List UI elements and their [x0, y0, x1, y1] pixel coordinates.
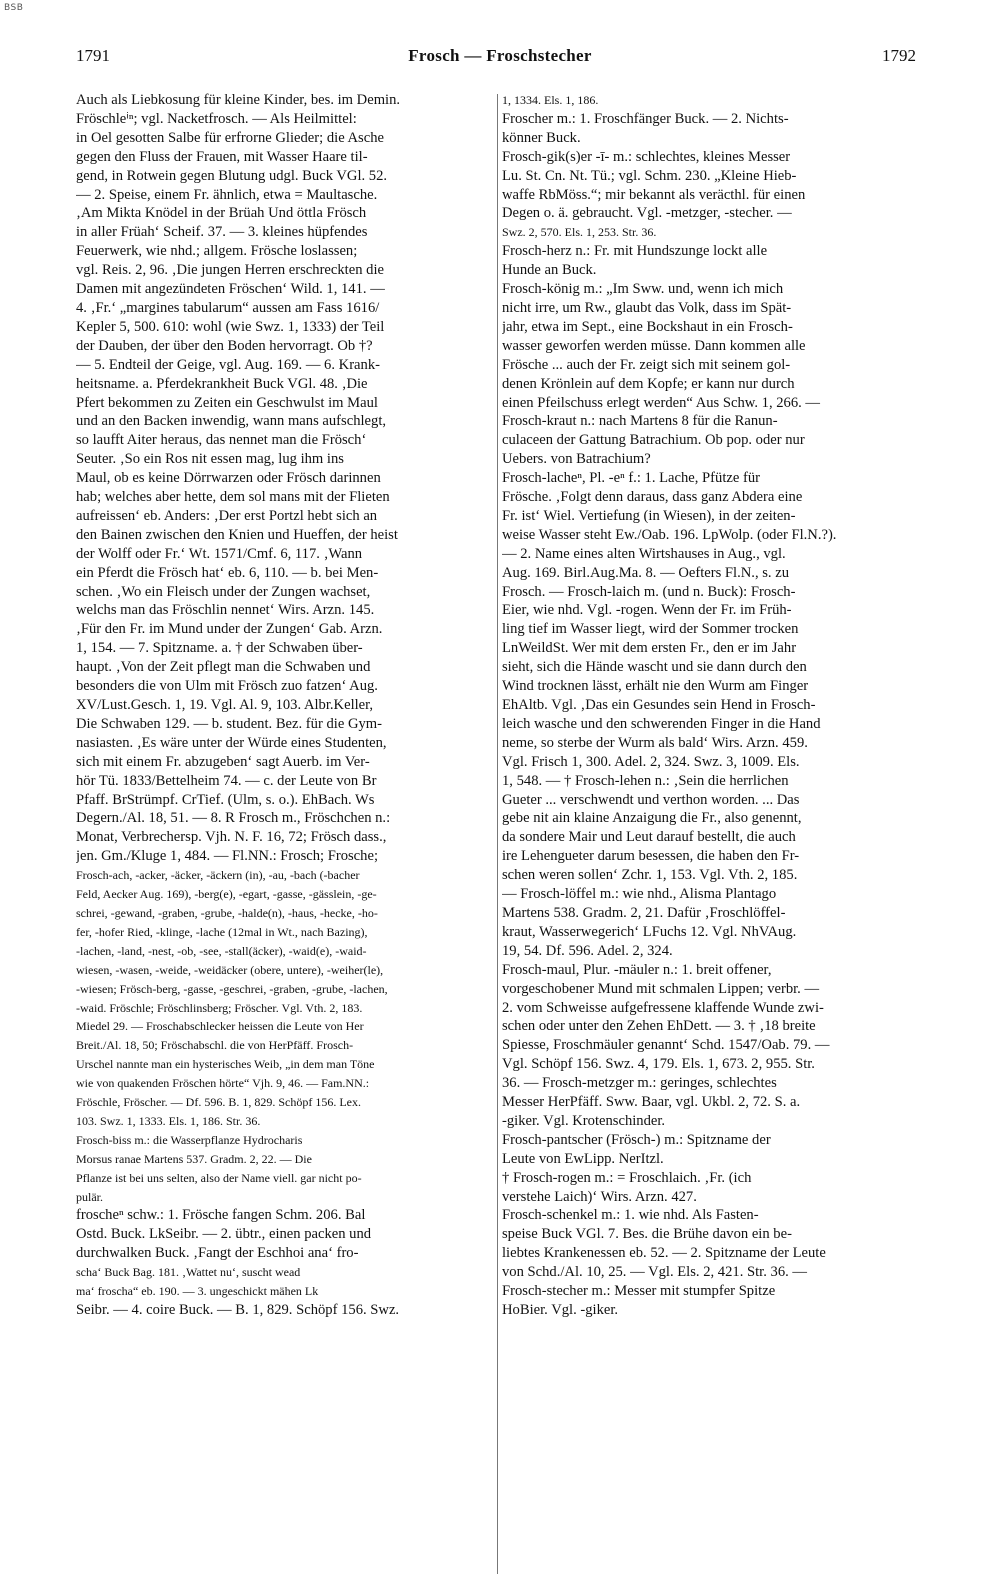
text-line: Frosch-gik(s)er -ī- m.: schlechtes, kleines Messer	[502, 148, 791, 165]
text-line: Messer HerPfäff. Sww. Baar, vgl. Ukbl. 2, 72. S. a.	[502, 1094, 801, 1111]
text-line: 1, 154. — 7. Spitzname. a. † der Schwaben über-	[76, 640, 363, 657]
text-line: welchs man das Fröschlin nennet‘ Wirs. Arzn. 145.	[76, 602, 375, 619]
text-line: ling tief im Wasser liegt, wird der Sommer trocken	[502, 621, 799, 638]
text-line: Degen o. ä. gebraucht. Vgl. -metzger, -stecher. —	[502, 205, 792, 222]
text-line: nicht irre, um Rw., glaubt das Volk, dass im Spät-	[502, 299, 792, 316]
text-line: nasiasten. ‚Es wäre unter der Würde eines Studenten,	[76, 734, 387, 751]
text-line: sich mit einem Fr. abzugeben‘ sagt Auerb. im Ver-	[76, 753, 370, 770]
text-line: gebe nit ain klaine Anzaigung die Fr., also genennt,	[502, 810, 802, 827]
text-line: gend, in Rotwein gegen Blutung udgl. Buck VGl. 52.	[76, 167, 388, 184]
text-line: wasser geworfen werden müsse. Dann kommen alle	[502, 337, 806, 354]
text-line: 19, 54. Df. 596. Adel. 2, 324.	[502, 942, 673, 959]
text-line: schen oder unter den Zehen EhDett. — 3. † ‚18 breite	[502, 1018, 816, 1035]
text-line: schen weren sollen‘ Zchr. 1, 153. Vgl. Vth. 2, 185.	[502, 867, 798, 884]
text-line: -waid. Fröschle; Fröschlinsberg; Fröscher. Vgl. Vth. 2, 183.	[76, 1000, 363, 1015]
text-line: scha‘ Buck Bag. 181. ‚Wattet nu‘, suscht wead	[76, 1265, 301, 1280]
text-line: 4. ‚Fr.‘ „margines tabularum“ aussen am Fass 1616/	[76, 299, 380, 316]
text-line: speise Buck VGl. 7. Bes. die Brühe davon ein be-	[502, 1226, 792, 1243]
text-line: ma‘ froscha“ eb. 190. — 3. ungeschickt mähen Lk	[76, 1284, 319, 1299]
text-line: Fröschle, Fröscher. — Df. 596. B. 1, 829. Schöpf 156. Lex.	[76, 1095, 361, 1110]
text-line: Spiesse, Froschmäuler genannt‘ Schd. 1547/Oab. 79. —	[502, 1037, 830, 1054]
text-line: Frosch-biss m.: die Wasserpflanze Hydrocharis	[76, 1132, 303, 1147]
text-line: wiesen, -wasen, -weide, -weidäcker (obere, untere), -weiher(le),	[76, 962, 384, 977]
text-line: besonders die von Ulm mit Frösch zuo fatzen‘ Aug.	[76, 678, 378, 695]
text-line: -giker. Vgl. Krotenschinder.	[502, 1112, 666, 1129]
text-line: verstehe Laich)‘ Wirs. Arzn. 427.	[502, 1188, 697, 1205]
text-line: der Wolff oder Fr.‘ Wt. 1571/Cmf. 6, 117. ‚Wann	[76, 545, 363, 562]
text-line: ‚Für den Fr. im Mund under der Zungen‘ Gab. Arzn.	[76, 621, 383, 638]
text-line: Feuerwerk, wie nhd.; allgem. Frösche loslassen;	[76, 243, 358, 260]
text-line: culaceen der Gattung Batrachium. Ob pop. oder nur	[502, 432, 805, 449]
text-line: 2. vom Schweisse aufgefressene klaffende Wunde zwi-	[502, 999, 824, 1016]
text-line: liebtes Krankenessen eb. 52. — 2. Spitzname der Leute	[502, 1245, 826, 1262]
text-line: Frösche. ‚Folgt denn daraus, dass ganz Abdera eine	[502, 489, 803, 506]
text-line: EhAltb. Vgl. ‚Das ein Gesundes sein Hend in Frosch-	[502, 697, 816, 713]
left-column	[76, 91, 492, 1320]
text-line: könner Buck.	[502, 129, 581, 146]
text-line: den Bainen zwischen den Knien und Hueffen, der heist	[76, 526, 398, 543]
text-line: sieht, sich die Hände wascht und sie dann durch den	[502, 659, 807, 676]
text-line: Swz. 2, 570. Els. 1, 253. Str. 36.	[502, 225, 657, 240]
text-line: Monat, Verbrechersp. Vjh. N. F. 16, 72; Frösch dass.,	[76, 829, 387, 846]
text-line: Frosch-schenkel m.: 1. wie nhd. Als Fasten-	[502, 1207, 759, 1224]
library-stamp: BSB	[4, 3, 24, 13]
text-line: Breit./Al. 18, 50; Fröschabschl. die von HerPfäff. Frosch-	[76, 1038, 354, 1053]
text-line: Frosch-ach, -acker, -äcker, -äckern (in), -au, -bach (-bacher	[76, 868, 360, 883]
text-line: -lachen, -land, -nest, -ob, -see, -stall(äcker), -waid(e), -waid-	[76, 943, 367, 958]
text-line: Fröschleⁱⁿ; vgl. Nacketfrosch. — Als Heilmittel:	[76, 110, 357, 127]
text-line: von Schd./Al. 10, 25. — Vgl. Els. 2, 421. Str. 36. —	[502, 1264, 808, 1281]
text-line: Gueter ... verschwendt und verthon worden. ... Das	[502, 791, 800, 808]
text-line: 36. — Frosch-metzger m.: geringes, schlechtes	[502, 1075, 777, 1092]
text-line: — Frosch-löffel m.: wie nhd., Alisma Plantago	[502, 886, 777, 903]
text-line: 1, 548. — † Frosch-lehen n.: ‚Sein die herrlichen	[502, 772, 789, 789]
text-line: schen. ‚Wo ein Fleisch under der Zungen wachset,	[76, 583, 371, 600]
text-line: Lu. St. Cn. Nt. Tü.; vgl. Schm. 230. „Kleine Hieb-	[502, 167, 797, 184]
text-line: einen Pfeilschuss erlegt werden“ Aus Schw. 1, 266. —	[502, 394, 821, 411]
text-line: da sondere Mair und Leut darauf bestellt, die auch	[502, 829, 796, 846]
text-line: so laufft Aiter heraus, das nennet man die Frösch‘	[76, 432, 367, 449]
text-line: aufreissen‘ eb. Anders: ‚Der erst Portzl hebt sich an	[76, 507, 378, 524]
text-line: froscheⁿ schw.: 1. Frösche fangen Schm. 206. Bal	[76, 1207, 366, 1224]
column-divider	[497, 94, 498, 1574]
text-line: Die Schwaben 129. — b. student. Bez. für die Gym-	[76, 715, 382, 732]
text-line: 1, 1334. Els. 1, 186.	[502, 93, 599, 107]
text-line: vgl. Reis. 2, 96. ‚Die jungen Herren erschreckten die	[76, 262, 384, 279]
text-line: Frosch-herz n.: Fr. mit Hundszunge lockt alle	[502, 243, 768, 260]
text-line: Leute von EwLipp. NerItzl.	[502, 1150, 664, 1167]
text-line: Frösche ... auch der Fr. zeigt sich mit seinem gol-	[502, 356, 791, 373]
text-line: ire Lehengueter darum besessen, die haben den Fr-	[502, 848, 800, 865]
text-line: Froscher m.: 1. Froschfänger Buck. — 2. Nichts-	[502, 110, 789, 127]
text-line: heitsname. a. Pferdekrankheit Buck VGl. 48. ‚Die	[76, 375, 368, 392]
text-line: Frosch. — Frosch-laich m. (und n. Buck): Frosch-	[502, 583, 796, 600]
text-line: Ostd. Buck. LkSeibr. — 2. übtr., einen packen und	[76, 1226, 372, 1243]
text-line: Frosch-kraut n.: nach Martens 8 für die Ranun-	[502, 413, 778, 430]
text-line: denen Krönlein auf dem Kopfe; er kann nur durch	[502, 375, 795, 392]
text-line: ‚Am Mikta Knödel in der Brüah Und öttla Frösch	[76, 205, 367, 222]
page-number-left: 1791	[76, 46, 110, 65]
text-line: Degern./Al. 18, 51. — 8. R Frosch m., Fröschchen n.:	[76, 810, 391, 827]
text-line: jen. Gm./Kluge 1, 484. — Fl.NN.: Frosch; Frosche;	[76, 848, 378, 865]
text-line: Pflanze ist bei uns selten, also der Name viell. gar nicht po-	[76, 1170, 362, 1185]
text-line: LnWeildSt. Wer mit dem ersten Fr., den er im Jahr	[502, 640, 797, 657]
text-line: HoBier. Vgl. -giker.	[502, 1302, 619, 1318]
right-column	[502, 91, 916, 1320]
text-line: Kepler 5, 500. 610: wohl (wie Swz. 1, 1333) der Teil	[76, 318, 385, 335]
text-line: Martens 538. Gradm. 2, 21. Dafür ‚Froschlöffel-	[502, 904, 786, 921]
text-line: Pfert bekommen zu Zeiten ein Geschwulst im Maul	[76, 394, 378, 411]
text-line: Fr. ist‘ Wiel. Vertiefung (in Wiesen), in der zeiten-	[502, 507, 796, 524]
text-line: Frosch-lacheⁿ, Pl. -eⁿ f.: 1. Lache, Pfütze für	[502, 470, 761, 487]
text-line: -wiesen; Frösch-berg, -gasse, -geschrei, -graben, -grube, -lachen,	[76, 981, 388, 996]
text-line: haupt. ‚Von der Zeit pflegt man die Schwaben und	[76, 659, 371, 676]
text-line: weise Wasser steht Ew./Oab. 196. LpWolp. (oder Fl.N.?).	[502, 526, 837, 543]
text-line: kraut, Wasserwegerich‘ LFuchs 12. Vgl. NhVAug.	[502, 923, 797, 940]
text-line: pulär.	[76, 1189, 103, 1204]
text-line: jahr, etwa im Sept., eine Bockshaut in ein Frosch-	[502, 318, 793, 335]
text-line: Uebers. von Batrachium?	[502, 451, 651, 468]
text-line: Maul, ob es keine Dörrwarzen oder Frösch darinnen	[76, 470, 381, 487]
text-line: — 2. Name eines alten Wirtshauses in Aug., vgl.	[502, 545, 786, 562]
text-line: — 2. Speise, einem Fr. ähnlich, etwa = Maultasche.	[76, 186, 378, 203]
text-line: in aller Früah‘ Scheif. 37. — 3. kleines hüpfendes	[76, 224, 368, 241]
text-line: hab; welches aber hette, dem sol mans mit der Flieten	[76, 489, 390, 506]
text-line: und an den Backen inwendig, wann mans aufschlegt,	[76, 413, 387, 430]
running-title: Frosch — Froschstecher	[408, 46, 592, 65]
text-line: — 5. Endteil der Geige, vgl. Aug. 169. — 6. Krank-	[76, 356, 380, 373]
text-line: Frosch-maul, Plur. -mäuler n.: 1. breit offener,	[502, 961, 772, 978]
text-line: Miedel 29. — Froschabschlecker heissen die Leute von Her	[76, 1019, 364, 1034]
text-line: fer, -hofer Ried, -klinge, -lache (12mal in Wt., nach Bazing),	[76, 924, 368, 939]
text-line: Urschel nannte man ein hysterisches Weib, „in dem man Töne	[76, 1057, 375, 1072]
text-line: Hunde an Buck.	[502, 262, 597, 279]
text-line: Morsus ranae Martens 537. Gradm. 2, 22. — Die	[76, 1151, 312, 1166]
text-line: der Dauben, der über den Boden hervorragt. Ob †?	[76, 337, 373, 354]
text-line: vorgeschobener Mund mit schmalen Lippen; verbr. —	[502, 980, 820, 997]
text-line: ein Pferdt die Frösch hat‘ eb. 6, 110. — b. bei Men-	[76, 564, 379, 581]
text-line: in Oel gesotten Salbe für erfrorne Glieder; die Asche	[76, 129, 384, 146]
text-line: Frosch-könig m.: „Im Sww. und, wenn ich mich	[502, 281, 784, 298]
text-line: Frosch-stecher m.: Messer mit stumpfer Spitze	[502, 1283, 776, 1300]
text-line: Vgl. Schöpf 156. Swz. 4, 179. Els. 1, 673. 2, 955. Str.	[502, 1056, 815, 1073]
text-line: Aug. 169. Birl.Aug.Ma. 8. — Oefters Fl.N., s. zu	[502, 564, 789, 581]
text-line: † Frosch-rogen m.: = Froschlaich. ‚Fr. (ich	[502, 1169, 752, 1186]
text-line: wie von quakenden Fröschen hörte“ Vjh. 9, 46. — Fam.NN.:	[76, 1076, 370, 1091]
text-line: Auch als Liebkosung für kleine Kinder, bes. im Demin.	[76, 92, 401, 108]
text-line: Damen mit angezündeten Fröschen‘ Wild. 1, 141. —	[76, 281, 385, 298]
text-line: leich wasche und den schwerenden Finger in die Hand	[502, 715, 821, 732]
text-line: Feld, Aecker Aug. 169), -berg(e), -egart, -gasse, -gässlein, -ge-	[76, 887, 377, 902]
text-line: Vgl. Frisch 1, 300. Adel. 2, 324. Swz. 3, 1009. Els.	[502, 753, 800, 770]
text-line: waffe RbMöss.“; mir bekannt als veräcthl. für einen	[502, 186, 806, 203]
text-line: XV/Lust.Gesch. 1, 19. Vgl. Al. 9, 103. Albr.Keller,	[76, 697, 374, 713]
text-line: Frosch-pantscher (Frösch-) m.: Spitzname der	[502, 1131, 771, 1148]
text-line: schrei, -gewand, -graben, -grube, -halde(n), -haus, -hecke, -ho-	[76, 905, 378, 920]
text-line: durchwalken Buck. ‚Fangt der Eschhoi ana‘ fro-	[76, 1245, 359, 1262]
text-line: Seibr. — 4. coire Buck. — B. 1, 829. Schöpf 156. Swz.	[76, 1302, 400, 1318]
page-header	[0, 46, 1000, 70]
text-line: Eier, wie nhd. Vgl. -rogen. Wenn der Fr. im Früh-	[502, 602, 792, 619]
page-number-right: 1792	[882, 46, 916, 65]
text-line: gegen den Fluss der Frauen, mit Wasser Haare til-	[76, 148, 368, 165]
text-line: 103. Swz. 1, 1333. Els. 1, 186. Str. 36.	[76, 1113, 261, 1128]
text-line: Seuter. ‚So ein Ros nit essen mag, lug ihm ins	[76, 451, 344, 468]
text-line: neme, so sterbe der Wurm als bald‘ Wirs. Arzn. 459.	[502, 734, 808, 751]
text-line: Wind trocknen lässt, erhält nie den Wurm am Finger	[502, 678, 809, 695]
text-line: Pfaff. BrStrümpf. CrTief. (Ulm, s. o.). EhBach. Ws	[76, 791, 375, 808]
text-line: hör Tü. 1833/Bettelheim 74. — c. der Leute von Br	[76, 772, 377, 789]
